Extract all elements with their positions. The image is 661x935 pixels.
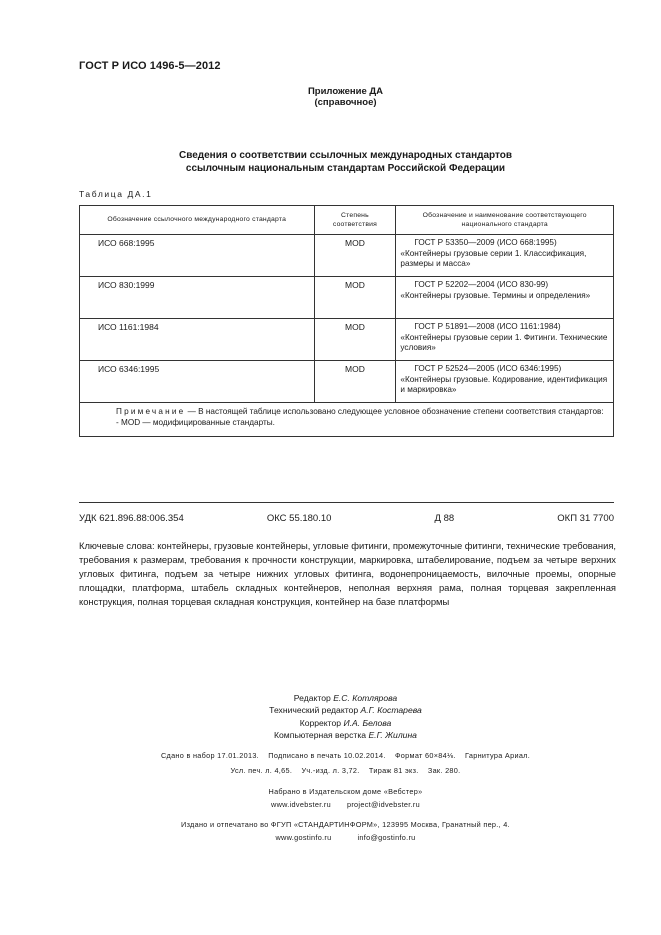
national-standard-cell	[396, 319, 614, 361]
intl-standard-cell: ИСО 6346:1995	[80, 361, 315, 403]
email-link[interactable]: project@idvebster.ru	[346, 800, 420, 809]
table-row	[80, 319, 614, 361]
annex-title: Приложение ДА	[307, 86, 384, 97]
table-header-row	[80, 206, 614, 235]
table-row	[80, 235, 614, 277]
annex-subtitle: (справочное)	[314, 97, 377, 108]
note-label: Примечание	[116, 407, 186, 416]
intl-standard-cell: ИСО 668:1995	[80, 235, 315, 277]
national-standard-code: ГОСТ Р 52524—2005 (ИСО 6346:1995)	[414, 364, 562, 373]
oks-code: ОКС 55.180.10	[266, 513, 332, 524]
national-standard-cell	[396, 235, 614, 277]
credits-block	[0, 692, 661, 741]
correspondence-table	[79, 205, 614, 437]
heading-line-2: ссылочным национальным стандартам Российской Федерации	[185, 162, 506, 174]
credit-layout	[0, 729, 661, 741]
credit-person: И.А. Белова	[343, 717, 392, 728]
national-standard-title: «Контейнеры грузовые. Кодирование, идентификация и маркировка»	[400, 374, 608, 394]
intl-standard-cell: ИСО 830:1999	[80, 277, 315, 319]
document-header: ГОСТ Р ИСО 1496-5—2012	[79, 60, 221, 72]
table-note-row	[80, 403, 614, 437]
credit-role: Компьютерная верстка	[274, 729, 367, 740]
note-text: — В настоящей таблице использовано следующее условное обозначение степени соответствия стандартов:	[185, 407, 604, 416]
printed-line: Издано и отпечатано во ФГУП «СТАНДАРТИНФОРМ», 123995 Москва, Гранатный пер., 4.	[181, 820, 510, 829]
publisher-block	[0, 785, 661, 844]
intl-standard-cell: ИСО 1161:1984	[80, 319, 315, 361]
typeset-line: Набрано в Издательском доме «Вебстер»	[268, 787, 423, 796]
table-row	[80, 277, 614, 319]
degree-cell: MOD	[314, 319, 396, 361]
degree-cell: MOD	[314, 361, 396, 403]
d-code: Д 88	[434, 513, 455, 524]
keywords-paragraph: Ключевые слова: контейнеры, грузовые контейнеры, угловые фитинги, промежуточные фитинги, технические требования, требования к размерам, требования к прочности конструкции, маркировка, штабелирование, подъем за четыре верхних угловых фитинга, подъем за четыре нижних угловых фитинга, водонепроницаемость, вилочные проемы, опорные площадки, платформа, штабель складных контейнеров, неполная верхняя рама, полная торцевая закрепленная конструкция, полная торцевая складная конструкция, контейнер на базе платформы	[79, 540, 616, 608]
national-standard-title: «Контейнеры грузовые серии 1. Фитинги. Технические условия»	[400, 332, 608, 352]
imprint-line-2: Усл. печ. л. 4,65. Уч.-изд. л. 3,72. Тираж 81 экз. Зак. 280.	[230, 766, 461, 775]
imprint-line-1: Сдано в набор 17.01.2013. Подписано в печать 10.02.2014. Формат 60×84⅛. Гарнитура Ариал.	[160, 751, 531, 760]
credit-editor	[0, 692, 661, 704]
imprint-block	[0, 748, 661, 778]
credit-role: Технический редактор	[269, 705, 359, 716]
email-link[interactable]: info@gostinfo.ru	[357, 833, 416, 842]
national-standard-code: ГОСТ Р 51891—2008 (ИСО 1161:1984)	[414, 322, 561, 331]
credit-person: Е.Г. Жилина	[368, 729, 417, 740]
credit-role: Редактор	[293, 693, 331, 703]
credit-person: А.Г. Костарева	[360, 705, 422, 716]
udk-code: УДК 621.896.88:006.354	[79, 513, 184, 524]
column-header-national: Обозначение и наименование соответствующего национального стандарта	[396, 206, 614, 235]
national-standard-cell	[396, 361, 614, 403]
website-link[interactable]: www.idvebster.ru	[271, 800, 331, 809]
national-standard-code: ГОСТ Р 52202—2004 (ИСО 830-99)	[414, 280, 549, 289]
divider-line	[79, 502, 614, 503]
national-standard-code: ГОСТ Р 53350—2009 (ИСО 668:1995)	[414, 238, 557, 247]
heading-line-1: Сведения о соответствии ссылочных международных стандартов	[178, 150, 513, 161]
section-heading	[0, 150, 661, 175]
classification-codes	[79, 513, 614, 524]
national-standard-cell	[396, 277, 614, 319]
credit-person: Е.С. Котлярова	[333, 693, 398, 703]
degree-cell: MOD	[314, 277, 396, 319]
national-standard-title: «Контейнеры грузовые. Термины и определения»	[400, 290, 591, 300]
okp-code: ОКП 31 7700	[557, 513, 614, 524]
printed-contacts	[0, 831, 661, 844]
table-note	[80, 403, 614, 437]
website-link[interactable]: www.gostinfo.ru	[275, 833, 332, 842]
annex-title-block	[0, 86, 661, 108]
note-item: - MOD — модифицированные стандарты.	[116, 417, 275, 427]
credit-proofreader	[0, 717, 661, 729]
table-caption: Таблица ДА.1	[79, 189, 153, 199]
degree-cell: MOD	[314, 235, 396, 277]
credit-role: Корректор	[299, 717, 342, 728]
typeset-contacts	[0, 798, 661, 811]
column-header-degree: Степень соответствия	[314, 206, 396, 235]
table-row	[80, 361, 614, 403]
credit-tech-editor	[0, 704, 661, 716]
national-standard-title: «Контейнеры грузовые серии 1. Классификация, размеры и масса»	[400, 248, 587, 268]
column-header-intl: Обозначение ссылочного международного стандарта	[80, 206, 315, 235]
